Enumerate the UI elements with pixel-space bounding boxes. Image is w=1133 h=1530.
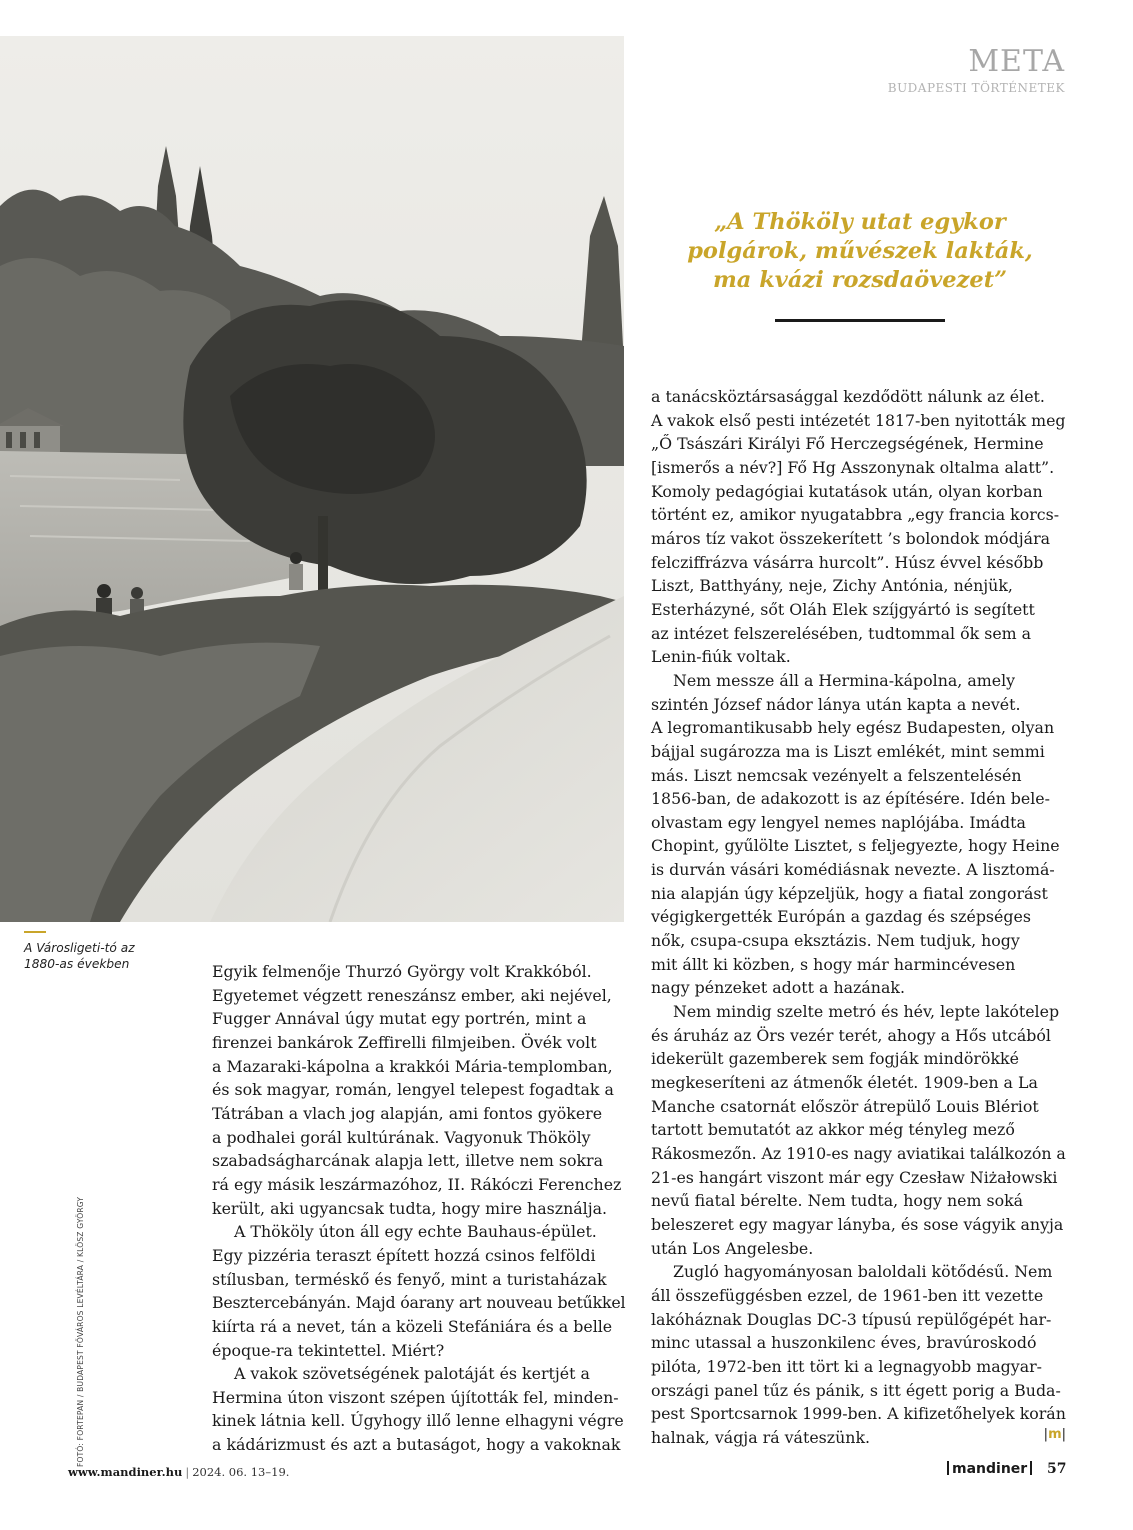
text-line: 1856-ban, de adakozott is az építésére. Idén bele-: [651, 789, 1050, 809]
text-line: szabadságharcának alapja lett, illetve nem sokra: [212, 1151, 604, 1171]
text-line: Egyik felmenője Thurzó György volt Krakkóból.: [212, 962, 592, 981]
text-line: más. Liszt nemcsak vezényelt a felszentelésén: [651, 765, 1022, 785]
text-line: és áruház az Örs vezér terét, ahogy a Hős utcából: [651, 1025, 1051, 1045]
text-line: Tátrában a vlach jog alapján, ami fontos gyökere: [212, 1103, 603, 1123]
pull-quote: [650, 208, 1070, 295]
brand-bar-right: [1030, 1461, 1032, 1475]
text-line: nevű fiatal bérelte. Nem tudta, hogy nem soká: [651, 1191, 1024, 1211]
text-line: Besztercebányán. Majd óarany art nouveau betűkkel: [212, 1293, 626, 1313]
text-line: Hermina úton viszont szépen újították fel, minden-: [212, 1387, 619, 1407]
section-subtitle: BUDAPESTI TÖRTÉNETEK: [887, 81, 1065, 95]
pull-quote-line: polgárok, művészek lakták,: [687, 238, 1033, 264]
text-line: és sok magyar, román, lengyel telepest fogadtak a: [212, 1080, 614, 1100]
text-line: történt ez, amikor nyugatabbra „egy francia korcs-: [651, 505, 1060, 525]
text-line: Liszt, Batthyány, neje, Zichy Antónia, nénjük,: [651, 576, 1013, 596]
text-line: Manche csatornát először átrepülő Louis Blériot: [651, 1096, 1039, 1116]
text-line: lakóháznak Douglas DC-3 típusú repülőgépét har-: [651, 1309, 1052, 1329]
paragraph: [212, 960, 625, 1220]
brand-bar-left: [947, 1461, 949, 1475]
footer-brand-logo: [944, 1461, 1035, 1477]
text-line: Rákosmezőn. Az 1910-es nagy aviatikai találkozón a: [651, 1144, 1066, 1163]
text-line: A vakok szövetségének palotáját és kertjét a: [234, 1364, 590, 1384]
text-line: áll összefüggésben ezzel, de 1961-ben itt vezette: [651, 1285, 1044, 1305]
text-line: A legromantikusabb hely egész Budapesten, olyan: [651, 718, 1055, 738]
article-column-left: [212, 960, 625, 1457]
page-number: 57: [1047, 1461, 1067, 1477]
text-line: kinek látnia kell. Úgyhogy illő lenne elhagyni végre: [212, 1411, 624, 1431]
article-photo: [0, 36, 624, 922]
paragraph: [651, 1000, 1066, 1260]
text-line: végigkergették Európán a gazdag és szépséges: [651, 907, 1031, 927]
text-line: Komoly pedagógiai kutatások után, olyan korban: [651, 481, 1043, 501]
pull-quote-divider: [775, 319, 945, 322]
text-line: került, aki ugyancsak tudta, hogy mire használja.: [212, 1198, 608, 1218]
text-line: A vakok első pesti intézetét 1817-ben nyitották meg: [651, 410, 1066, 430]
text-line: a tanácsköztársasággal kezdődött nálunk az élet.: [651, 387, 1045, 406]
section-title: META: [968, 44, 1065, 79]
text-line: époque-ra tekintettel. Miért?: [212, 1340, 445, 1360]
photo-caption: [24, 940, 174, 972]
text-line: Esterházyné, sőt Oláh Elek szíjgyártó is segített: [651, 599, 1035, 619]
text-line: rá egy másik leszármazóhoz, II. Rákóczi Ferenchez: [212, 1174, 622, 1194]
text-line: minc utassal a huszonkilenc éves, bravúroskodó: [651, 1333, 1037, 1353]
text-line: „Ő Tsászári Királyi Fő Herczegségének, Hermine: [651, 434, 1044, 454]
text-line: mit állt ki közben, s hogy már harmincévesen: [651, 954, 1016, 974]
paragraph: [212, 1362, 625, 1457]
text-line: tartott bemutatót az akkor még tényleg mező: [651, 1120, 1015, 1140]
footer-separator: |: [185, 1465, 190, 1479]
text-line: nagy pénzeket adott a hazának.: [651, 978, 905, 998]
brand-name: mandiner: [952, 1461, 1028, 1477]
text-line: A Thököly úton áll egy echte Bauhaus-épület.: [234, 1222, 597, 1242]
text-line: [ismerős a név?] Fő Hg Asszonynak oltalma alatt”.: [651, 457, 1055, 477]
caption-line: 1880-as években: [24, 957, 130, 971]
text-line: Zugló hagyományosan baloldali kötődésű. Nem: [673, 1262, 1053, 1282]
footer-site-url: www.mandiner.hu: [68, 1465, 183, 1479]
text-line: nia alapján úgy képzeljük, hogy a fiatal zongorást: [651, 883, 1048, 903]
text-line: máros tíz vakot összekerített ’s bolondok módjára: [651, 528, 1051, 548]
paragraph: [651, 669, 1066, 1000]
text-line: a Mazaraki-kápolna a krakkói Mária-templomban,: [212, 1056, 613, 1076]
caption-accent-rule: [24, 931, 46, 933]
text-line: Egy pizzéria teraszt épített hozzá csinos felföldi: [212, 1245, 596, 1265]
section-header: [888, 44, 1065, 96]
text-line: kiírta rá a nevet, tán a közeli Stefániára és a belle: [212, 1316, 613, 1336]
text-line: szintén József nádor lánya után kapta a nevét.: [651, 694, 1021, 714]
article-column-right: [651, 385, 1066, 1450]
paragraph: [651, 1260, 1066, 1449]
text-line: olvastam egy lengyel nemes naplójába. Imádta: [651, 812, 1026, 832]
text-line: a podhalei gorál kultúrának. Vagyonuk Thököly: [212, 1127, 591, 1147]
text-line: bájjal sugározza ma is Liszt emlékét, mint semmi: [651, 741, 1045, 761]
park-lake-photo: [0, 36, 624, 922]
text-line: 21-es hangárt viszont már egy Czesław Niżałowski: [651, 1167, 1058, 1187]
text-line: stílusban, terméskő és fenyő, mint a turistaházak: [212, 1269, 607, 1289]
pull-quote-line: „A Thököly utat egykor: [714, 209, 1006, 235]
text-line: halnak, vágja rá váteszünk.: [651, 1427, 871, 1447]
pull-quote-line: ma kvázi rozsdaövezet”: [712, 267, 1008, 293]
text-line: Chopint, gyűlölte Lisztet, s feljegyezte, hogy Heine: [651, 836, 1060, 856]
text-line: a kádárizmust és azt a butaságot, hogy a vakoknak: [212, 1435, 621, 1455]
text-line: Lenin-fiúk voltak.: [651, 647, 791, 667]
text-line: beleszeret egy magyar lányba, és sose vágyik anyja: [651, 1214, 1064, 1234]
text-line: idekerült gazemberek sem fogják mindörökké: [651, 1049, 1019, 1069]
text-line: az intézet felszerelésében, tudtommal ők sem a: [651, 623, 1032, 643]
caption-line: A Városligeti-tó az: [24, 941, 135, 955]
text-line: Fugger Annával úgy mutat egy portrén, mint a: [212, 1009, 587, 1029]
text-line: országi panel tűz és pánik, s itt égett porig a Buda-: [651, 1380, 1061, 1400]
text-line: Nem mindig szelte metró és hév, lepte lakótelep: [673, 1002, 1060, 1022]
text-line: is durván vásári komédiásnak nevezte. A lisztomá-: [651, 860, 1055, 880]
text-line: firenzei bankárok Zeffirelli filmjeiben. Övék volt: [212, 1032, 597, 1052]
text-line: pest Sportcsarnok 1999-ben. A kifizetőhelyek korán: [651, 1404, 1066, 1424]
text-line: pilóta, 1972-ben itt tört ki a legnagyobb magyar-: [651, 1356, 1043, 1376]
paragraph: [212, 1220, 625, 1362]
text-line: után Los Angelesbe.: [651, 1238, 814, 1258]
text-line: megkeseríteni az átmenők életét. 1909-ben a La: [651, 1073, 1038, 1093]
article-end-mark: |m|: [1043, 1426, 1066, 1442]
footer-issue-date: 2024. 06. 13–19.: [192, 1465, 290, 1479]
text-line: nők, csupa-csupa eksztázis. Nem tudjuk, hogy: [651, 931, 1020, 951]
paragraph: [651, 385, 1066, 669]
text-line: felcziffrázva vásárra hurcolt”. Húsz évvel később: [651, 552, 1044, 572]
footer-info: [68, 1465, 289, 1479]
text-line: Nem messze áll a Hermina-kápolna, amely: [673, 670, 1016, 690]
photo-credit: FOTÓ: FORTEPAN / BUDAPEST FŐVÁROS LEVÉLTÁRA / KLÖSZ GYÖRGY: [76, 1196, 85, 1467]
text-line: Egyetemet végzett reneszánsz ember, aki nejével,: [212, 985, 612, 1005]
end-mark-letter: m: [1048, 1426, 1062, 1442]
